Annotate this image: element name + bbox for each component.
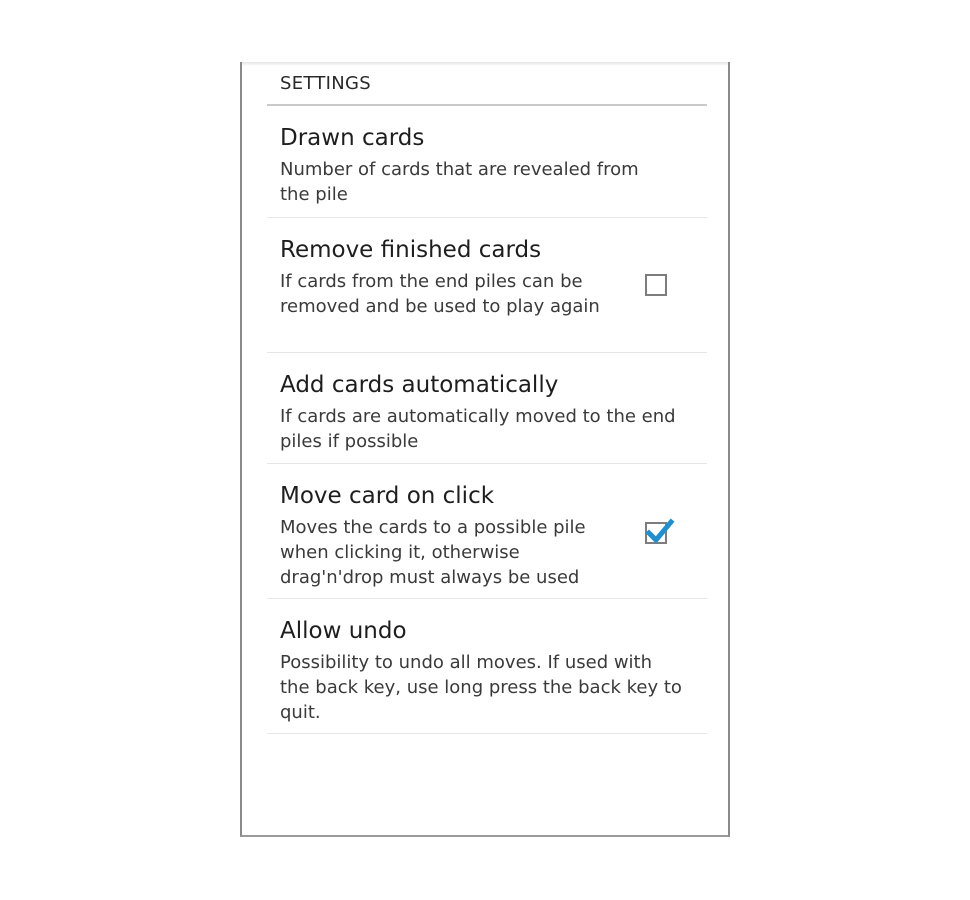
pref-add-cards-automatically[interactable] bbox=[267, 353, 707, 464]
pref-summary: Number of cards that are revealed from the pile bbox=[280, 159, 639, 205]
pref-allow-undo[interactable] bbox=[267, 599, 707, 734]
pref-move-card-on-click[interactable] bbox=[267, 464, 707, 599]
pref-drawn-cards[interactable] bbox=[267, 106, 707, 218]
pref-title: Allow undo bbox=[280, 618, 407, 644]
move-card-on-click-checkbox[interactable] bbox=[645, 522, 667, 544]
pref-title: Drawn cards bbox=[280, 125, 425, 151]
remove-finished-cards-checkbox[interactable] bbox=[645, 274, 667, 296]
pref-title: Move card on click bbox=[280, 483, 495, 509]
pref-summary: If cards from the end piles can be removed and be used to play again bbox=[280, 271, 600, 317]
pref-title: Add cards automatically bbox=[280, 372, 559, 398]
checkmark-icon bbox=[645, 518, 675, 548]
settings-screen bbox=[240, 62, 730, 837]
preference-list bbox=[267, 62, 707, 734]
pref-summary: Moves the cards to a possible pile when clicking it, otherwise drag'n'drop must always be used bbox=[280, 517, 586, 588]
pref-summary: Possibility to undo all moves. If used with the back key, use long press the back key to quit. bbox=[280, 652, 682, 723]
pref-remove-finished-cards[interactable] bbox=[267, 218, 707, 353]
pref-summary: If cards are automatically moved to the end piles if possible bbox=[280, 406, 676, 452]
settings-section-header: SETTINGS bbox=[267, 62, 707, 106]
pref-title: Remove finished cards bbox=[280, 237, 542, 263]
